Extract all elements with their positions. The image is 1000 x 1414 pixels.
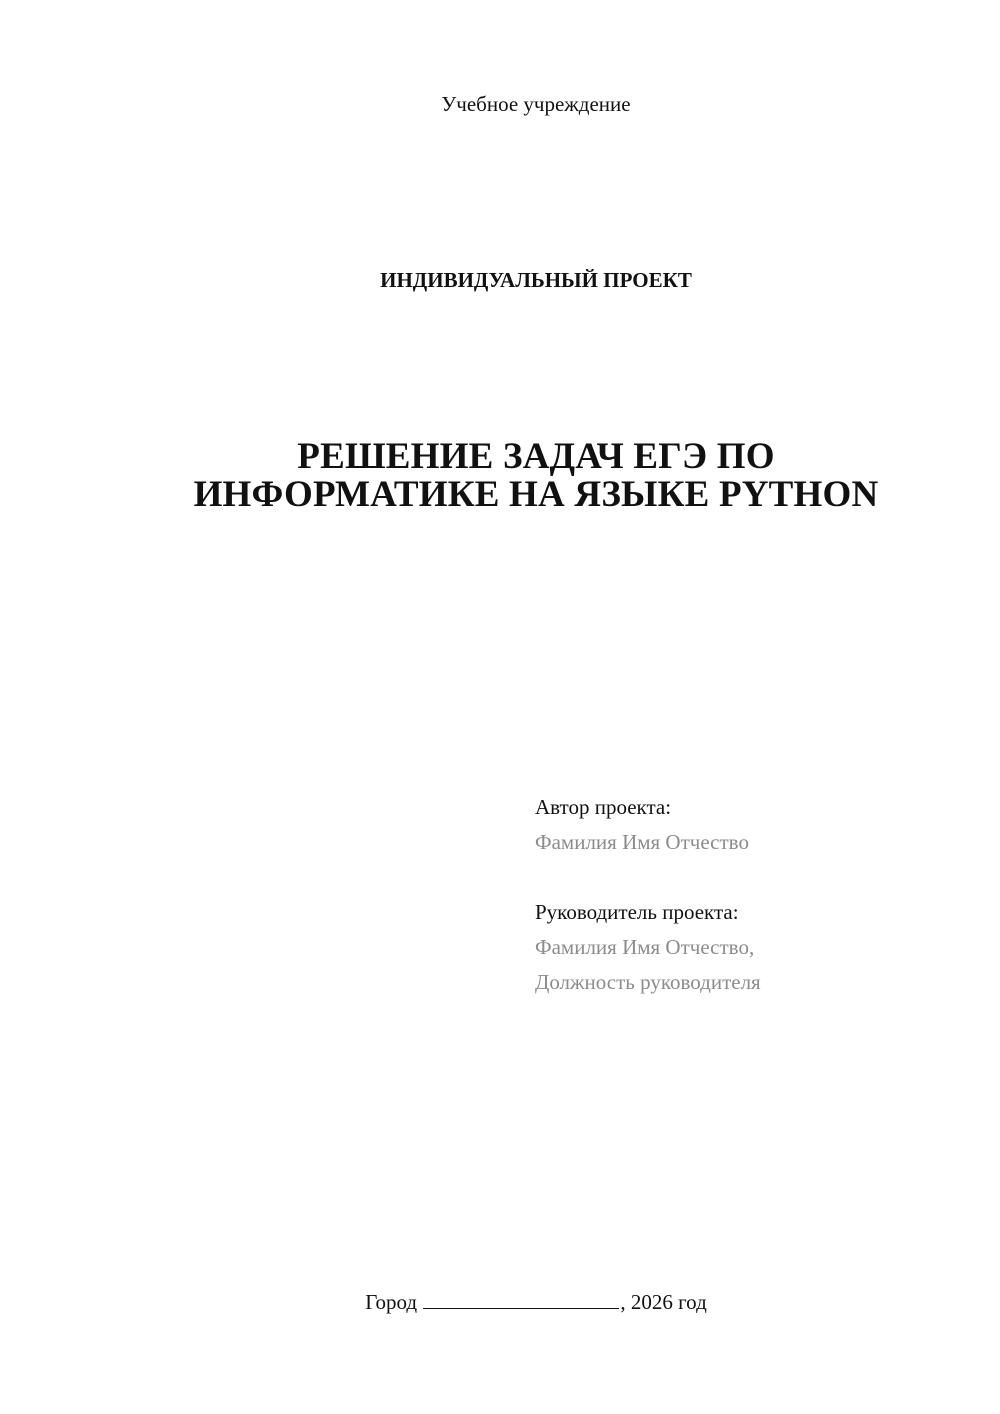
supervisor-label: Руководитель проекта: xyxy=(535,900,739,924)
city-year-line xyxy=(0,1290,1000,1315)
project-title xyxy=(0,438,1000,514)
info-spacer xyxy=(535,860,761,895)
author-label: Автор проекта: xyxy=(535,795,672,819)
city-label: Город xyxy=(365,1290,418,1314)
supervisor-position-placeholder: Должность руководителя xyxy=(535,970,761,994)
document-type: ИНДИВИДУАЛЬНЫЙ ПРОЕКТ xyxy=(380,268,692,292)
year-text: , 2026 год xyxy=(620,1290,707,1314)
author-name-placeholder: Фамилия Имя Отчество xyxy=(535,830,749,854)
institution-name: Учебное учреждение xyxy=(441,92,631,116)
project-info-block xyxy=(535,790,761,1000)
supervisor-name-placeholder: Фамилия Имя Отчество, xyxy=(535,935,755,959)
project-title-line-1: РЕШЕНИЕ ЗАДАЧ ЕГЭ ПО xyxy=(297,436,775,477)
project-title-line-2: ИНФОРМАТИКЕ НА ЯЗЫКЕ PYTHON xyxy=(193,474,879,515)
city-blank-line xyxy=(423,1290,619,1309)
